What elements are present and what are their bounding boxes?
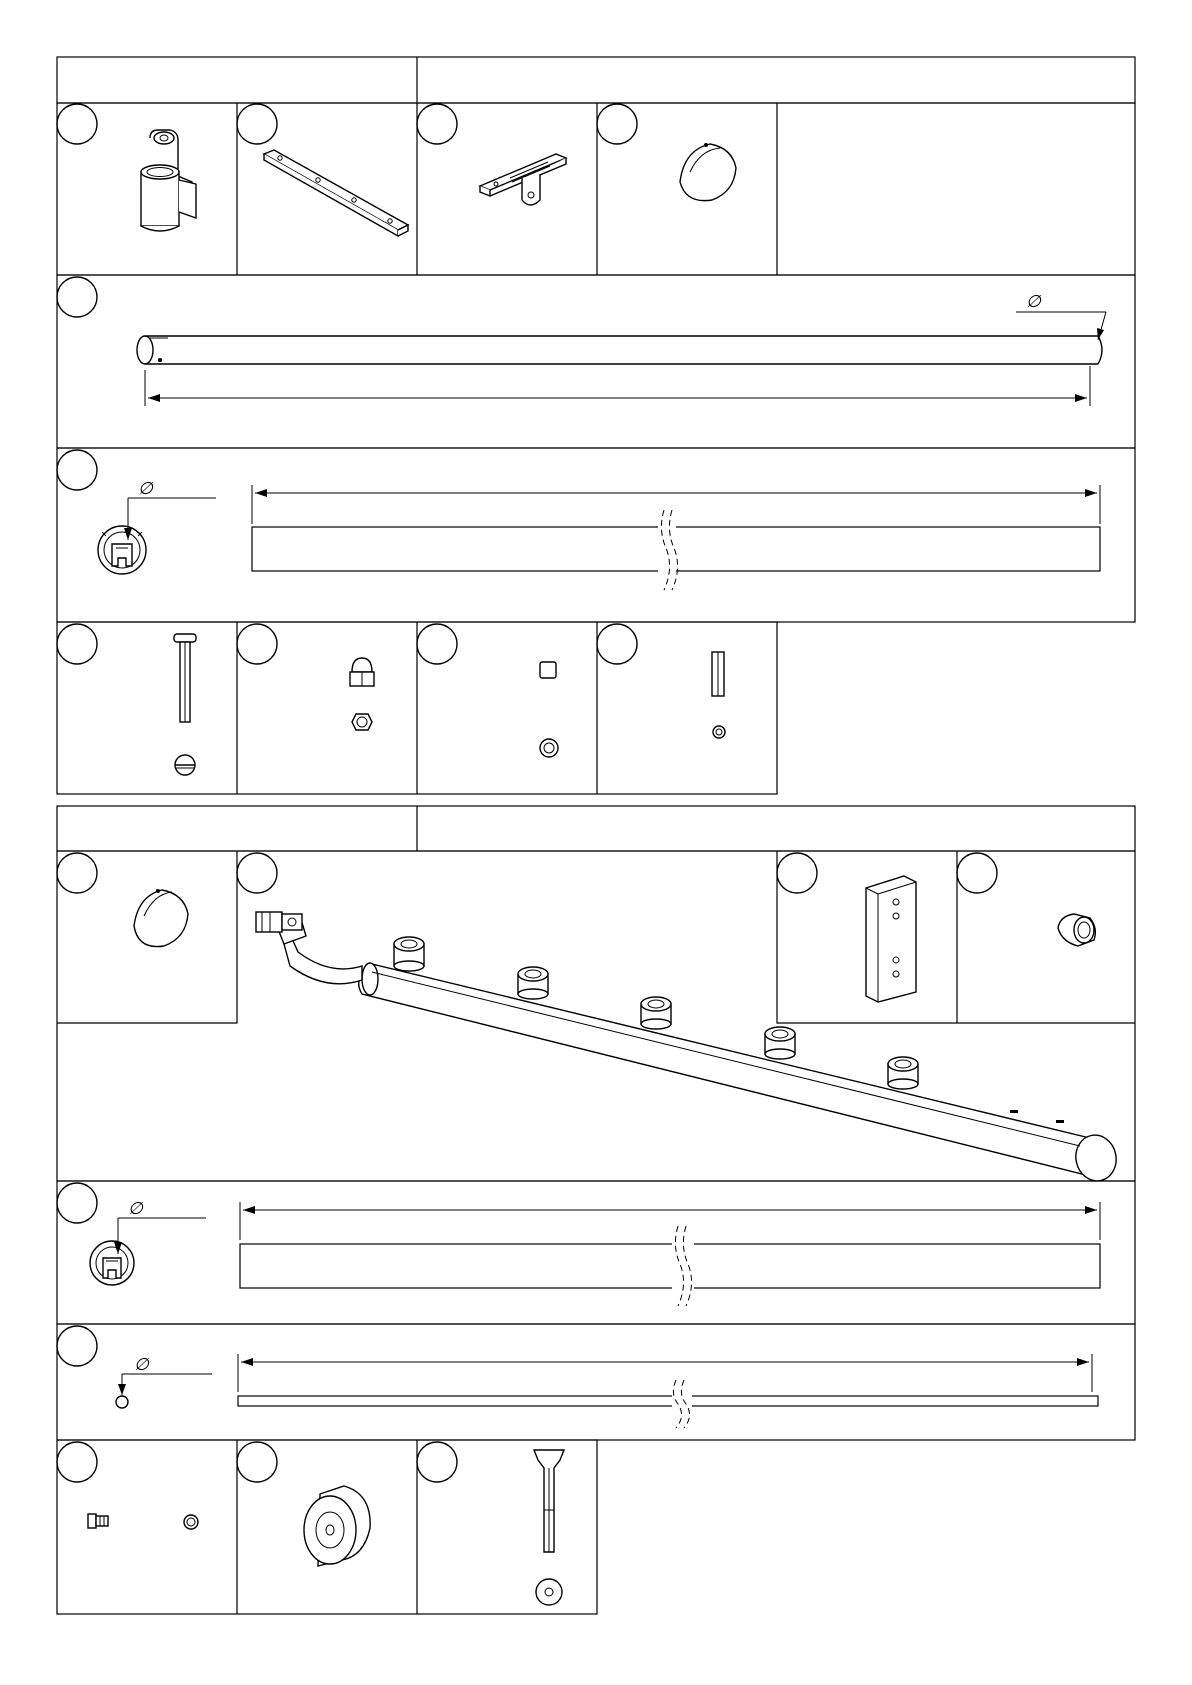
slotted-profile-rail-icon [90,1241,134,1285]
part-p6 [57,450,1100,590]
diameter-symbol: ∅ [138,479,153,499]
part-p6-rail-body [252,510,1100,590]
part-p14 [957,853,1095,946]
part-p11 [57,853,188,947]
part-p15-callout-circle [57,1183,97,1223]
manifold-tube-icon [256,912,1120,1185]
part-p12 [237,853,1120,1185]
part-p12-callout-circle [237,853,277,893]
diameter-symbol: ∅ [128,1199,143,1219]
diameter-symbol: ∅ [1026,292,1041,312]
part-p10 [597,624,725,738]
part-p15-length-dimension [240,1202,1100,1240]
threaded-pin-icon [712,652,725,738]
manifold-boss [518,967,548,999]
slotted-bracket-icon [480,154,566,205]
part-p9 [417,624,558,757]
section-2-header [57,806,1135,851]
part-p7 [57,624,196,775]
part-p14-callout-circle [957,853,997,893]
bolt-icon [174,634,196,775]
section-1-header [57,57,1135,103]
part-p5-length-dimension [145,366,1090,406]
part-p2-callout-circle [237,104,277,144]
part-p3-callout-circle [417,104,457,144]
part-p8-callout-circle [237,624,277,664]
part-p19 [417,1442,564,1605]
part-p1 [57,104,196,231]
part-p18-callout-circle [237,1442,277,1482]
part-p15-rail-body [240,1226,1100,1306]
part-p17 [57,1442,198,1529]
part-p9-callout-circle [417,624,457,664]
part-p2 [237,104,408,236]
part-p16-length-dimension [238,1354,1092,1392]
flat-bar-icon [264,150,408,236]
countersunk-bolt-icon [534,1450,564,1605]
thin-rod-icon [116,1380,1098,1428]
part-p18 [237,1442,370,1566]
small-screw-icon [88,1514,198,1529]
square-nut-icon [540,662,558,757]
sleeve-ring-icon [1058,914,1095,946]
manifold-boss [394,937,424,971]
slotted-profile-rail-icon [98,526,146,574]
part-p15 [57,1183,1100,1306]
part-p10-callout-circle [597,624,637,664]
part-p8 [237,624,374,730]
manifold-boss [641,997,671,1029]
part-p6-callout-circle [57,450,97,490]
section-2 [57,806,1135,1614]
part-p3 [417,104,566,205]
acorn-nut-icon [350,658,374,730]
part-p5-diameter-dimension [1016,292,1106,340]
part-p19-callout-circle [417,1442,457,1482]
end-cap-icon [134,889,188,947]
part-p11-callout-circle [57,853,97,893]
part-p4 [597,104,736,201]
part-p6-length-dimension [252,485,1100,524]
part-p17-callout-circle [57,1442,97,1482]
part-p15-diameter-dimension [114,1199,206,1254]
section-1 [57,57,1135,794]
end-cap-icon [680,143,736,201]
part-p5 [57,277,1106,406]
part-p16-diameter-dimension [118,1355,212,1395]
part-p1-callout-circle [57,104,97,144]
part-p4-callout-circle [597,104,637,144]
tube-bracket-icon [141,130,196,231]
part-p13 [777,853,916,1002]
manifold-boss [888,1057,918,1089]
part-p16-callout-circle [57,1326,97,1366]
round-tube-icon [137,336,1102,364]
part-p7-callout-circle [57,624,97,664]
part-p6-diameter-dimension [124,479,216,540]
part-p13-callout-circle [777,853,817,893]
diameter-symbol: ∅ [134,1355,149,1375]
manifold-boss [765,1027,795,1059]
mounting-block-icon [866,876,916,1002]
part-p5-callout-circle [57,277,97,317]
roller-wheel-icon [304,1486,370,1566]
part-p16 [57,1326,1098,1428]
